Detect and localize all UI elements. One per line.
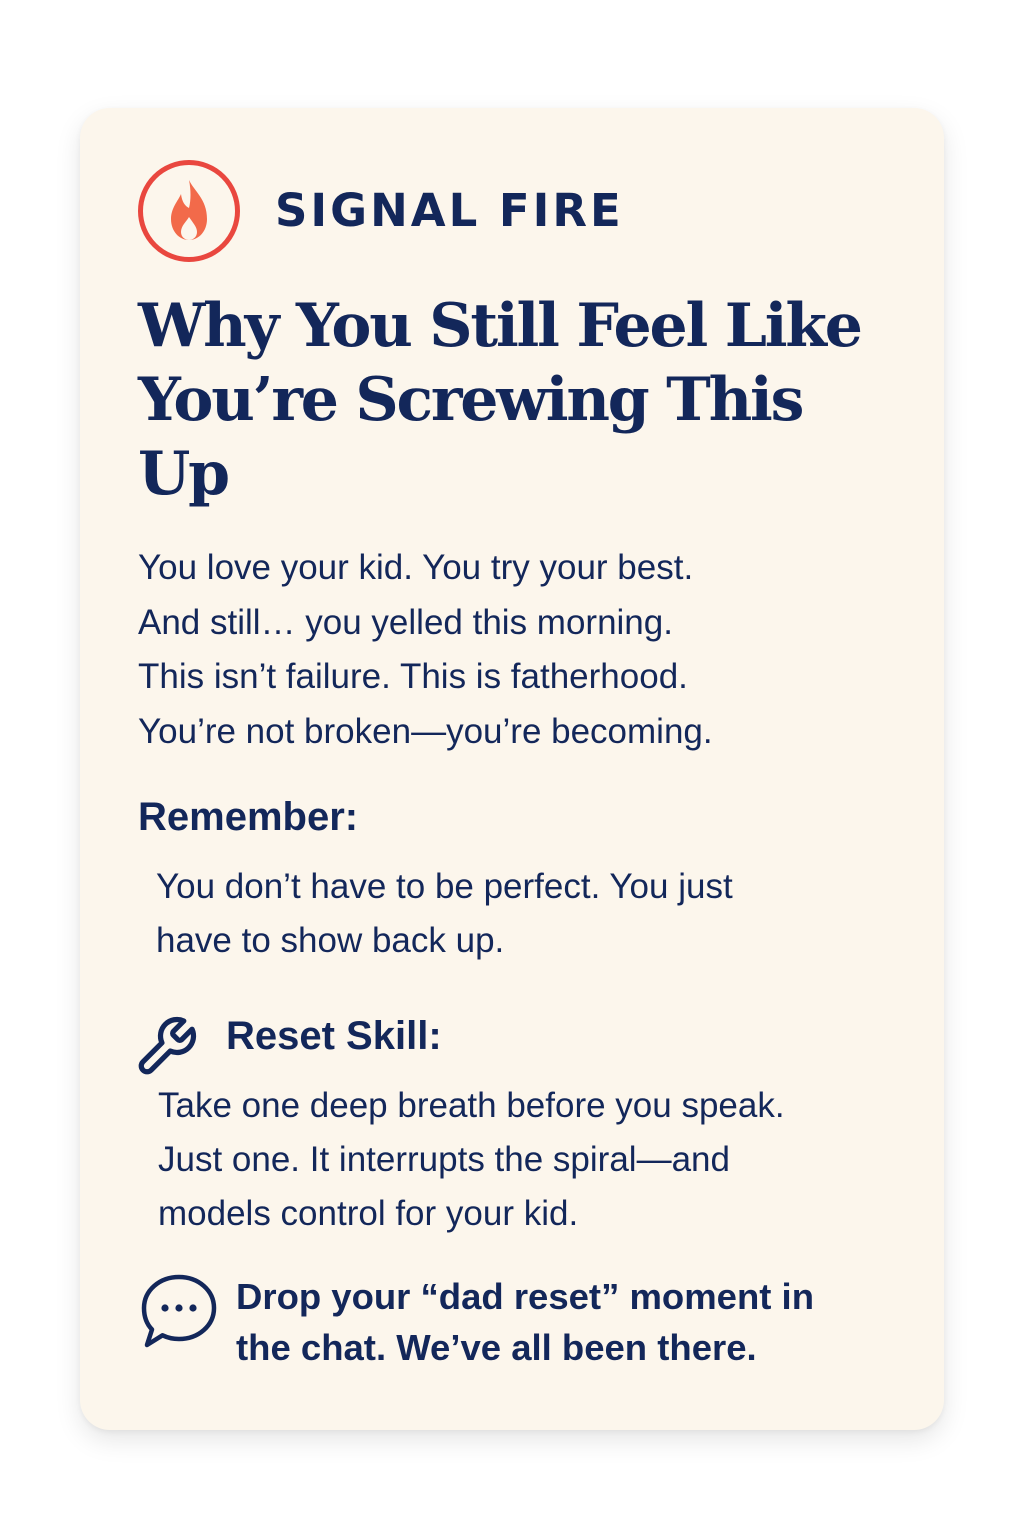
reset-skill-heading: Reset Skill: [226, 1014, 442, 1058]
page-title [138, 289, 928, 511]
remember-heading: Remember: [138, 795, 359, 839]
flame-icon [137, 159, 241, 263]
remember-line: have to show back up. [156, 921, 505, 960]
headline-line: Up [138, 439, 228, 509]
signal-fire-card [80, 108, 944, 1430]
intro-line: This isn’t failure. This is fatherhood. [138, 657, 688, 696]
remember-text [156, 860, 733, 968]
intro-line: You love your kid. You try your best. [138, 548, 694, 587]
intro-line: You’re not broken—you’re becoming. [138, 711, 713, 751]
cta-line: the chat. We’ve all been there. [236, 1327, 757, 1368]
reset-skill-line: Just one. It interrupts the spiral—and [158, 1140, 730, 1179]
intro-line: And still… you yelled this morning. [138, 602, 673, 642]
reset-skill-line: models control for your kid. [158, 1194, 579, 1233]
reset-skill-line: Take one deep breath before you speak. [158, 1086, 785, 1125]
brand-name: SIGNAL FIRE [275, 184, 624, 237]
headline-line: You’re Screwing This [138, 365, 803, 435]
intro-paragraph [138, 541, 713, 759]
headline-line: Why You Still Feel Like [138, 291, 861, 361]
remember-line: You don’t have to be perfect. You just [156, 867, 733, 906]
reset-skill-text [158, 1079, 785, 1241]
cta-line: Drop your “dad reset” moment in [236, 1276, 814, 1317]
chat-call-to-action [236, 1271, 814, 1373]
wrench-icon [133, 1014, 199, 1080]
chat-bubble-icon [139, 1270, 219, 1350]
